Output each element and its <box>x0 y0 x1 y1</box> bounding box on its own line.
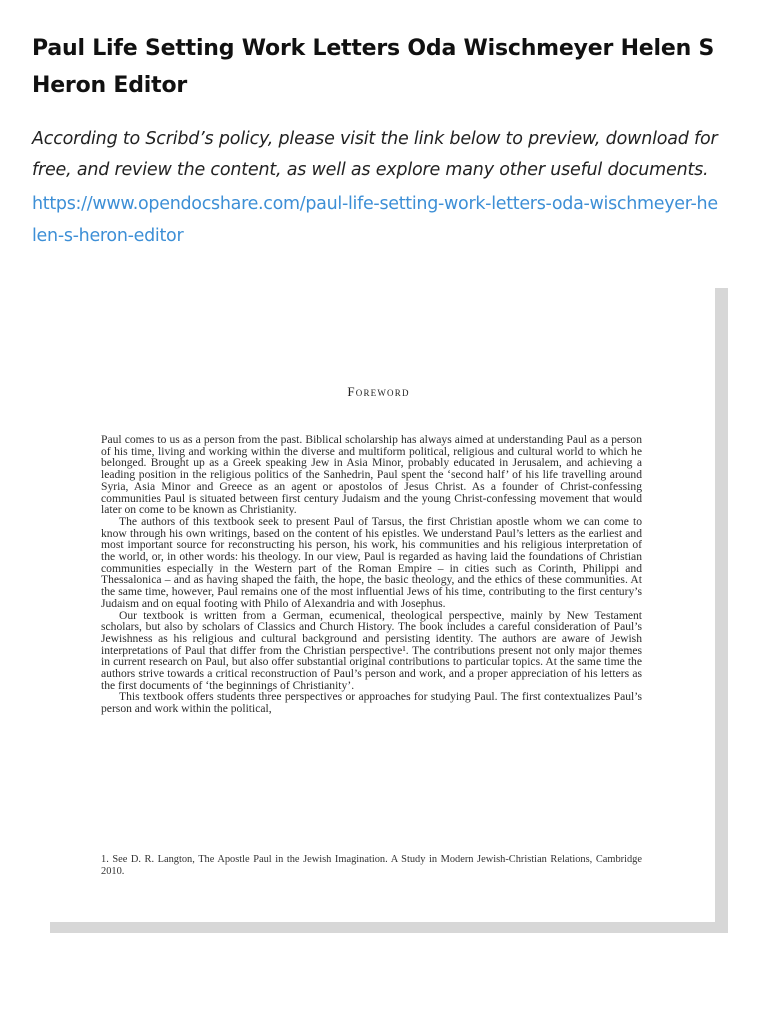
page-title: Paul Life Setting Work Letters Oda Wischmeyer Helen S Heron Editor <box>32 36 715 98</box>
document-preview-page <box>42 280 715 922</box>
policy-notice: According to Scribd’s policy, please visit the link below to preview, download for free, and review the content, as well as explore many other useful documents. <box>32 129 718 180</box>
download-link[interactable]: https://www.opendocshare.com/paul-life-setting-work-letters-oda-wischmeyer-helen-s-heron-editor <box>32 194 718 246</box>
foreword-heading: Foreword <box>347 384 410 399</box>
foreword-body <box>101 434 642 715</box>
footnote: 1. See D. R. Langton, The Apostle Paul in the Jewish Imagination. A Study in Modern Jewish-Christian Relations, Cambridge 2010. <box>101 854 642 877</box>
paragraph-2: The authors of this textbook seek to present Paul of Tarsus, the first Christian apostle whom we can come to know through his own writings, based on the content of his epistles. We understand Paul’s letters as the earliest and most important source for reconstructing his person, his work, his communities and his religious interpretation of the world, or, in other words: his theology. In our view, Paul is regarded as having laid the foundations of Christian communities especially in the Western part of the Roman Empire – in cities such as Corinth, Philippi and Thessalonica – and as having shaped the faith, the hope, the basic theology, and the ethics of these communities. At the same time, however, Paul remains one of the most influential Jews of his time, contributing to the first century’s Judaism and on equal footing with Philo of Alexandria and with Josephus. <box>101 514 642 610</box>
page-shadow-bottom <box>50 922 728 933</box>
page-shadow-right <box>715 288 728 933</box>
paragraph-4: This textbook offers students three perspectives or approaches for studying Paul. The first contextualizes Paul’s person and work within the political, <box>101 690 642 716</box>
paragraph-1: Paul comes to us as a person from the past. Biblical scholarship has always aimed at understanding Paul as a person of his time, living and working within the diverse and multiform political, religious and cultural world to which he belonged. Brought up as a Greek speaking Jew in Asia Minor, probably educated in Jerusalem, and achieving a leading position in the religious politics of the Sanhedrin, Paul spent the ‘second half’ of his life travelling around Syria, Asia Minor and Greece as an agent or apostolos of Jesus Christ. As a founder of Christ-confessing communities Paul is situated between first century Judaism and the young Christ-confessing movement that would later on come to be known as Christianity. <box>101 433 642 517</box>
paragraph-3: Our textbook is written from a German, ecumenical, theological perspective, mainly by New Testament scholars, but also by scholars of Classics and Church History. The book includes a careful consideration of Paul’s Jewishness as his religious and cultural background and persisting identity. The authors are aware of Jewish interpretations of Paul that differ from the Christian perspective¹. The contributions present not only major themes in current research on Paul, but also offer substantial original contributions to particular topics. At the same time the authors strive towards a critical reconstruction of Paul’s person and work, and a proper appreciation of his letters as the first documents of ‘the beginnings of Christianity’. <box>101 608 642 692</box>
